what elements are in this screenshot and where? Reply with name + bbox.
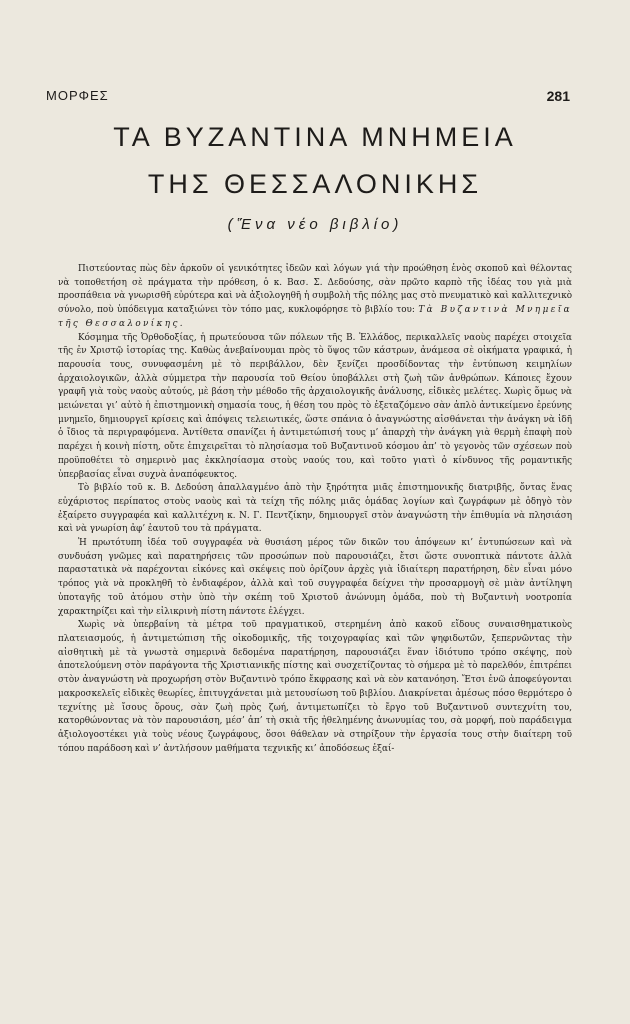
page-number: 281 <box>546 88 570 104</box>
paragraph-1-text: Πιστεύοντας πὼς δὲν ἀρκοῦν οἱ γενικότητες ἰδεῶν καὶ λόγων γιά τὴν προώθηση ἑνὸς σκοποῦ καὶ θέλοντας νὰ τοποθετήση σὲ πράγματα τὴν πρόθεση, ὁ κ. Βασ. Σ. Δεδούσης, σὰν πρῶτο καρπὸ τῆς ἰδέας του γιὰ μιὰ προσπάθεια νὰ γνωρισθῆ εὐρύτερα καὶ νὰ ἀξιολογηθῆ ἡ συμβολὴ τῆς πόλης μας στὸ πνευματικὸ καὶ καλλιτεχνικὸ σύνολο, ποὺ ὑπόδειγμα καταξιώνει τὸν τόπο μας, κυκλοφόρησε τὸ βιβλίο του: <box>58 264 572 316</box>
running-head <box>46 88 570 104</box>
article-body <box>58 263 572 756</box>
journal-name: ΜΟΡΦΕΣ <box>46 88 109 103</box>
paragraph-2: Κόσμημα τῆς Ὀρθοδοξίας, ἡ πρωτεύουσα τῶν πόλεων τῆς Β. Ἑλλάδος, περικαλλεῖς ναοὺς παρέχει στοιχεῖα τῆς ἐν Χριστῷ ἱστορίας της. Καθὼς ἀνεβαίνουμαι πρὸς τὸ ὕψος τῶν κάστρων, ἀνάμεσα σὲ οἰκήματα γραφικά, ἡ παρουσία τους, συνυφασμένη μὲ τὸ περιβάλλον, δὲν ξενίζει προσδίδοντας τὴν ἐντύπωση κειμηλίων ἀρχαιολογικῶν, ἀλλὰ σύμμετρα τὴν παρουσία τοῦ Θείου ὑποβάλλει στὴ ζωὴ τῶν ἀνθρώπων. Κάποιες ἔχουν γραφῆ γιὰ τοὺς ναοὺς αὐτούς, μὲ βάση τὴν μέθοδο τῆς ἀρχαιολογικῆς ἀνάλυσης, εἰδικὲς μελέτες. Χωρὶς ὅμως νὰ μειώνεται γι’ αὐτὸ ἡ ἐπιστημονικὴ σημασία τους, ἡ θέση του πρὸς τὸ ἐξεταζόμενο σὰν ἁπλὸ ἀντικείμενο ἐρεύνης μνημεῖο, δημιουργεῖ κρίσεις καὶ ἀπόψεις τελειωτικές, ὥστε σπάνια ὁ ἀναγνώστης αἰσθάνεται τὴν ἀνάγκη νὰ ἰδῆ ὁ ἴδιος τὰ περιγραφόμενα. Ἀντίθετα σπανίζει ἡ ἀντιμετώπισή τους μ’ ἀπαρχὴ τὴν ἀνάγκη γιὰ θερμὴ ἐπαφὴ ποὺ παρέχει ἡ κοινὴ πίστη, οὔτε ἐπιχειρεῖται τὸ πλησίασμα τοῦ Βυζαντινοῦ κόσμου ἀπ’ τὸ γεγονὸς τῶν σχέσεων ποὺ προϋποθέτει τὸ σημερινὸ μας ἐκκλησίασμα στοὺς ναούς του, καὶ τοῦτο γιατὶ ὁ κίνδυνος τῆς ρομαντικῆς ὑπερβασίας εἶναι συχνὰ ἀναπόφευκτος. <box>58 332 572 480</box>
article-subtitle: (Ἕνα νέο βιβλίο) <box>227 216 403 233</box>
paragraph-5: Χωρὶς νὰ ὑπερβαίνη τὰ μέτρα τοῦ πραγματικοῦ, στερημένη ἀπὸ κακοῦ εἴδους συναισθηματικοὺς πλατειασμούς, ἡ ἀντιμετώπιση τῆς οἰκοδομικῆς, τῆς τοιχογραφίας καὶ τῶν ψηφιδωτῶν, ξεπερνῶντας τὴν αἰσθητικὴ μὲ τὰ γνωστὰ σημερινὰ δεδομένα παρατήρηση, παρουσιάζει ἕναν ἰδιότυπο τρόπο σκέψης, ποὺ ἀποτελούμενη στὸν παράγοντα τῆς Χριστιανικῆς πίστης καὶ συσχετίζοντας τὸ σήμερα μὲ τὸ παρελθόν, ἐπιτρέπει στὸν ἀναγνώστη νὰ προχωρήση στὸν Βυζαντινὸ τρόπο ἔκφρασης καὶ νὰ εὸν κατανόηση. Ἔτσι ἐνῶ ἀποφεύγονται μακροσκελεῖς εἰδικὲς θεωρίες, ἐπιτυγχάνεται μιὰ μετουσίωση τοῦ βιβλίου. Διακρίνεται ἀμέσως πόσο θερμότερο ὁ τεχνίτης μὲ ἴσους ὅρους, σὰν ζωὴ πρὸς ζωή, ἀντιμετωπίζει τὸ ἔργο τοῦ Βυζαντινοῦ συντεχνίτη του, κατορθώνοντας νὰ τὸν παρουσιάση, μέσ’ ἀπ’ τὴ σκιὰ τῆς ἠθελημένης ἀνωνυμίας του, σὰ μορφή, ποὺ παράδειγμα ἀξιολογοστέκει γιὰ τοὺς νέους ζωγράφους, ὅσοι θάθελαν νὰ στηρίξουν τὴν ἐργασία τους στὴν διαίτερη τοῦ τόπου παράδοση καὶ ν’ ἀντλήσουν μαθήματα τεχνικῆς κι’ ἀποδόσεως ἐξαί- <box>58 620 572 754</box>
paragraph-3: Τὸ βιβλίο τοῦ κ. Β. Δεδούση ἀπαλλαγμένο ἀπὸ τὴν ξηρότητα μιᾶς ἐπιστημονικῆς διατριβῆς, ὄντας ἕνας εὐχάριστος περίπατος στοὺς ναοὺς καὶ τὰ τείχη τῆς πόλης μιᾶς ὁμάδας λογίων καὶ ζωγράφων μὲ ὁδηγὸ τὸν ἐξαίρετο συγγραφέα καὶ καλλιτέχνη κ. Ν. Γ. Πεντζίκην, δημιουργεῖ στὸν ἀναγνώστη τὴν ἐπιθυμία νὰ πλησιάση καὶ νὰ γνωρίση ἀφ’ ἑαυτοῦ του τὰ πράγματα. <box>58 483 572 535</box>
article-title-line-1: ΤΑ ΒΥΖΑΝΤΙΝΑ ΜΝΗΜΕΙΑ <box>113 122 517 152</box>
book-title: Τὰ Βυζαντινὰ Μνημεῖα τῆς Θεσσαλονίκης. <box>58 305 572 329</box>
article-title-line-2: ΤΗΣ ΘΕΣΣΑΛΟΝΙΚΗΣ <box>147 169 483 199</box>
paragraph-1 <box>58 263 572 332</box>
paragraph-4: Ἡ πρωτότυπη ἰδέα τοῦ συγγραφέα νὰ θυσιάση μέρος τῶν δικῶν του ἀπόψεων κι’ ἐντυπώσεων καὶ νὰ συνδυάση γνῶμες καὶ παρατηρήσεις τῶν προσώπων ποὺ παρουσιάζει, ἔτσι ὥστε συνοπτικὰ πάντοτε ἀλλὰ παραστατικὰ νὰ παρέχονται εἰκόνες καὶ σκέψεις ποὺ ὁρίζουν ἀρχὲς γιὰ ἰδιαίτερη παρατήρηση, δὲν εἶναι μόνο τρόπος γιὰ νὰ προκληθῆ τὸ ἐνδιαφέρον, ἀλλὰ καὶ τοῦ συγγραφέα δείχνει τὴν προσαρμογὴ σὲ μιὰν ἀντίληψη ὑποταγῆς τοῦ ἀτόμου στὴν ὑπὸ τὴν σκέπη τοῦ Χριστοῦ ἀνώνυμη ὁμάδα, ποὺ τὴ Βυζαντινὴ νοοτροπία χαρακτηρίζει καὶ τὴν εἰλικρινὴ πίστη πάντοτε ἐλέγχει. <box>58 538 572 617</box>
